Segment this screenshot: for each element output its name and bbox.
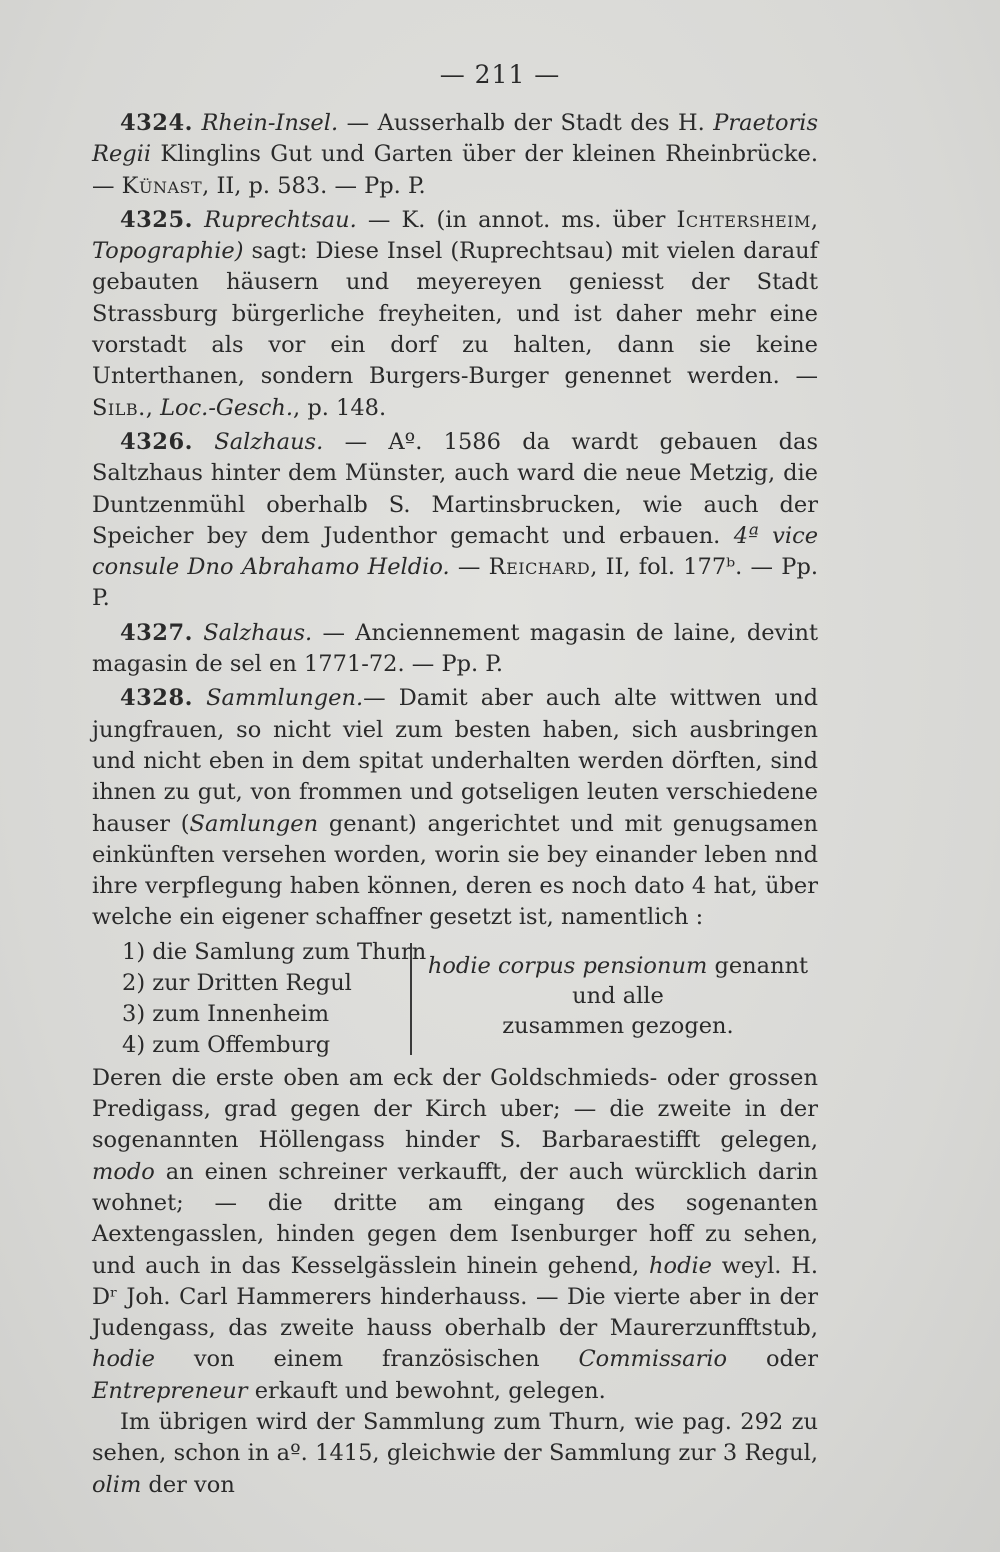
paragraphs-block <box>92 1063 818 1501</box>
body-text: — Aº. 1586 da wardt gebauen das Saltzhaus hinter dem Münster, auch ward die neue Metzig, die Duntzenmühl oberhalb S. Martinsbrucken, wie auch der Speicher bey dem Judenthor gemacht und erbauen. <box>92 428 818 549</box>
sammlungen-list <box>92 937 818 1061</box>
entry-number: 4328. <box>120 685 193 712</box>
paragraph <box>92 1063 818 1407</box>
italic-text: Entrepreneur <box>92 1377 248 1404</box>
italic-text: Salzhaus. <box>214 428 324 455</box>
body-text: erkauft und bewohnt, gelegen. <box>247 1377 606 1404</box>
body-text: sagt: Diese Insel (Ruprechtsau) mit vielen darauf gebauten häusern und meyereyen geniesst der Stadt Strassburg bürgerliche freyheiten, und ist daher mehr eine vorstadt als vor ein dorf zu halten, dann sie keine Unterthanen, sondern Burgers-Burger genennet werden. — <box>92 238 818 390</box>
entry-4324 <box>92 108 818 202</box>
body-text: — Damit aber auch alte wittwen und jungfrauen, so nicht viel zum besten haben, sich ausbringen und nicht eben in dem spitat underhalten werden dörften, sind ihnen zu gut, von frommen und gotseligen leuten verschiedene hauser ( <box>92 685 818 837</box>
body-text: genant) angerichtet und mit genugsamen einkünften versehen worden, worin sie bey einander leben nnd ihre verpflegung haben können, deren es noch dato 4 hat, über welche ein eigener schaffner gesetzt ist, namentlich : <box>92 810 818 931</box>
body-text: an einen schreiner verkaufft, der auch würcklich darin wohnet; — die dritte am eingang des sogenanten Aextengasslen, hinden gegen dem Isenburger hoff zu sehen, und auch in das Kesselgässlein hinein gehend, <box>92 1158 818 1279</box>
paragraph <box>92 1407 818 1501</box>
list-item: 2) zur Dritten Regul <box>122 969 352 996</box>
author-name: Reichard <box>488 554 591 581</box>
brace-note-rest: genannt und alle <box>572 952 809 1009</box>
entry-number: 4324. <box>120 110 193 136</box>
list-items <box>122 937 426 1061</box>
italic-text: hodie <box>92 1346 155 1373</box>
body-text: der von <box>141 1471 235 1498</box>
body-text: Deren die erste oben am eck der Goldschmieds- oder grossen Predigass, grad gegen der Kirch uber; — die zweite in der sogenannten Höllengass hinder S. Barbaraestifft gelegen, <box>92 1064 818 1154</box>
body-text: , <box>810 206 818 233</box>
italic-text: Commissario <box>578 1346 728 1373</box>
body-text: — Anciennement magasin de laine, devint magasin de sel en 1771-72. — Pp. P. <box>92 619 818 678</box>
body-text: — <box>449 554 489 581</box>
body-text: weyl. H. Dʳ Joh. Carl Hammerers hinderhauss. — Die vierte aber in der Judengass, das zweite hauss oberhalb der Maurerzunfftstub, <box>92 1252 818 1342</box>
brace-note <box>418 951 818 1041</box>
author-name: Silb. <box>92 394 146 421</box>
entry-4328 <box>92 683 818 933</box>
italic-text: Sammlungen. <box>206 685 364 712</box>
body-text: , II, p. 583. — Pp. P. <box>202 172 426 199</box>
body-text: oder <box>727 1346 818 1373</box>
body-text: Im übrigen wird der Sammlung zum Thurn, wie pag. 292 zu sehen, schon in aº. 1415, gleichwie der Sammlung zur 3 Regul, <box>92 1408 818 1467</box>
page-number: — 211 — <box>439 60 561 89</box>
italic-text: Loc.-Gesch. <box>160 394 294 421</box>
italic-text: Praetoris Regii <box>92 110 818 168</box>
italic-text: Ruprechtsau. <box>204 206 357 233</box>
author-name: Ichtersheim <box>676 206 811 233</box>
text-body <box>92 108 818 1501</box>
list-item: 4) zum Offemburg <box>122 1031 331 1058</box>
body-text: , <box>145 394 161 421</box>
body-text: , p. 148. <box>293 394 387 421</box>
italic-text: Salzhaus. <box>203 619 313 646</box>
entry-number: 4325. <box>120 206 193 233</box>
italic-text: Samlungen <box>189 810 319 837</box>
body-text: — K. (in annot. ms. über <box>356 206 677 233</box>
italic-text: 4ª vice consule Dno Abrahamo Heldio. <box>92 522 819 581</box>
italic-text: Rhein-Insel. <box>201 110 339 136</box>
italic-text: modo <box>92 1158 155 1185</box>
body-text: , II, fol. 177ᵇ. — Pp. P. <box>92 554 818 612</box>
brace-note-line2: zusammen gezogen. <box>502 1012 734 1039</box>
entry-number: 4326. <box>120 428 193 455</box>
body-text: — Ausserhalb der Stadt des H. <box>338 110 714 136</box>
entry-4326 <box>92 427 818 615</box>
entry-4327 <box>92 618 818 681</box>
body-text: Klinglins Gut und Garten über der kleinen Rheinbrücke. — <box>92 141 818 199</box>
list-item: 1) die Samlung zum Thurn <box>122 938 427 965</box>
entries-block <box>92 108 818 934</box>
italic-text: olim <box>92 1471 142 1498</box>
italic-text: hodie <box>649 1252 712 1279</box>
body-text: von einem französischen <box>154 1346 579 1373</box>
list-item: 3) zum Innenheim <box>122 1000 330 1027</box>
curly-brace <box>400 943 412 1055</box>
entry-number: 4327. <box>120 619 193 646</box>
brace-note-italic: hodie corpus pensionum <box>427 952 708 979</box>
entry-4325 <box>92 205 818 424</box>
italic-text: Topographie) <box>92 238 244 265</box>
author-name: Künast <box>121 172 203 199</box>
